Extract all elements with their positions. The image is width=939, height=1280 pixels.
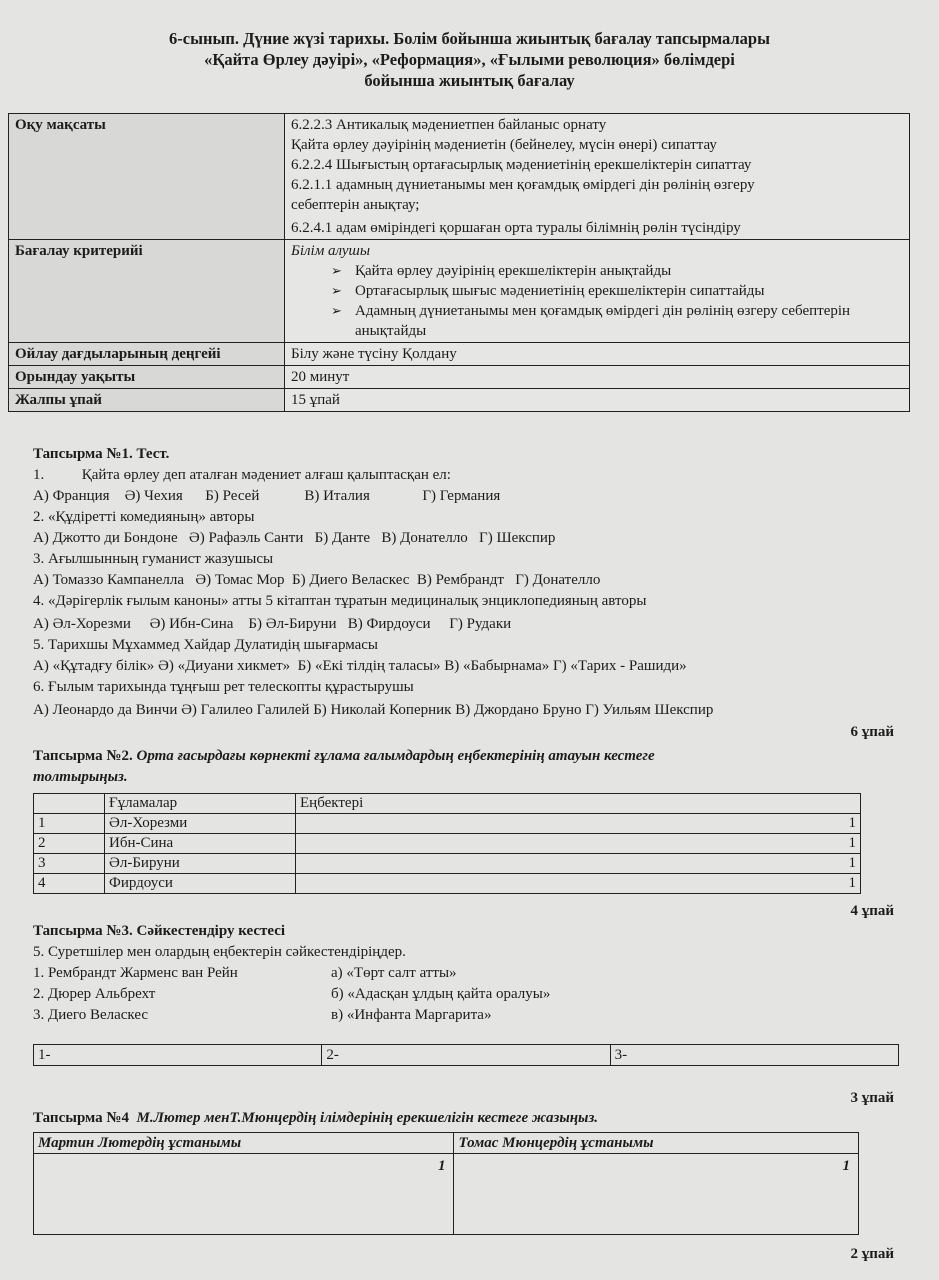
work-item: б) «Адасқан ұлдың қайта оралуы» <box>331 986 551 1002</box>
answer-options: А) Леонардо да Винчи Ә) Галилео Галилей Б) Николай Коперник В) Джордано Бруно Г) Уильям Шекспир <box>33 702 714 718</box>
table-row: 1 Әл-Хорезми 1 <box>34 814 861 834</box>
time-value: 20 минут <box>285 366 910 389</box>
work-item: в) «Инфанта Маргарита» <box>331 1007 492 1023</box>
matching-columns <box>33 963 733 1026</box>
task2-heading: Тапсырма №2. <box>33 748 133 764</box>
thinking-row <box>9 343 910 366</box>
work-item: а) «Төрт салт атты» <box>331 965 457 981</box>
total-value: 15 ұпай <box>285 389 910 412</box>
total-row <box>9 389 910 412</box>
thinking-label: Ойлау дағдыларының деңгейі <box>9 343 285 366</box>
goal-line: 6.2.1.1 адамның дүниетанымы мен қоғамдық өмірдегі дін рөлінің өзгеру <box>291 177 755 193</box>
col-header-muntzer: Томас Мюнцердің ұстанымы <box>454 1133 859 1154</box>
artist-item: 2. Дюрер Альбрехт <box>33 986 156 1002</box>
goal-line: 6.2.2.3 Антикалық мәдениетпен байланыс орнату <box>291 117 607 133</box>
task4-instruction: М.Лютер менТ.Мюнцердің ілімдерінің ерекшелігін кестеге жазыңыз. <box>136 1110 599 1126</box>
criteria-row <box>9 240 910 343</box>
answer-cell-3[interactable]: 3- <box>610 1045 898 1066</box>
matching-answer-table <box>33 1044 899 1066</box>
task2-instruction-cont: толтырыңыз. <box>33 769 128 785</box>
task1-section <box>33 444 713 721</box>
goal-line: 6.2.2.4 Шығыстың ортағасырлық мәдениетінің ерекшеліктерін сипаттау <box>291 157 752 173</box>
artist-item: 3. Диего Веласкес <box>33 1007 149 1023</box>
table-row <box>34 1154 859 1235</box>
goal-line: себептерін анықтау; <box>291 197 420 213</box>
criteria-label: Бағалау критерийі <box>9 240 285 343</box>
goals-value <box>285 114 910 240</box>
reformers-table <box>33 1132 859 1235</box>
question-line: 2. «Құдіретті комедияның» авторы <box>33 509 255 525</box>
question-line: 3. Ағылшынның гуманист жазушысы <box>33 551 274 567</box>
col-header-scholars: Ғұламалар <box>105 794 296 814</box>
title-line-2: «Қайта Өрлеу дәуірі», «Реформация», «Ғылыми революция» бөлімдері <box>204 50 735 69</box>
goal-line: 6.2.4.1 адам өміріндегі қоршаған орта туралы білімнің рөлін түсіндіру <box>291 220 741 236</box>
time-label: Орындау уақыты <box>9 366 285 389</box>
criteria-item: ➢ Ортағасырлық шығыс мәдениетінің ерекшеліктерін сипаттайды <box>331 283 765 299</box>
task1-points: 6 ұпай <box>850 724 894 740</box>
muntzer-answer-cell[interactable]: 1 <box>454 1154 859 1235</box>
criteria-list <box>291 261 903 341</box>
criteria-item: ➢ Адамның дүниетанымы мен қоғамдық өмірдегі дін рөлінің өзгеру себептерін анықтайды <box>331 303 851 339</box>
scholars-table <box>33 793 861 894</box>
goals-label: Оқу мақсаты <box>9 114 285 240</box>
works-answer-cell[interactable]: 1 <box>296 834 861 854</box>
artist-item: 1. Рембрандт Жарменс ван Рейн <box>33 965 238 981</box>
title-line-3: бойынша жиынтық бағалау <box>364 71 575 90</box>
answer-cell-1[interactable]: 1- <box>34 1045 322 1066</box>
works-list <box>331 963 550 1026</box>
task4-heading: Тапсырма №4 <box>33 1110 129 1126</box>
answer-options: А) Томаззо Кампанелла Ә) Томас Мор Б) Диего Веласкес В) Рембрандт Г) Донателло <box>33 572 601 588</box>
col-header-luther: Мартин Лютердің ұстанымы <box>34 1133 454 1154</box>
table-row: 2 Ибн-Сина 1 <box>34 834 861 854</box>
time-row <box>9 366 910 389</box>
artists-list <box>33 963 238 1026</box>
answer-options: А) Франция Ә) Чехия Б) Ресей В) Италия Г) Германия <box>33 488 501 504</box>
arrow-bullet-icon: ➢ <box>331 263 342 278</box>
question-line: 4. «Дәрігерлік ғылым каноны» атты 5 кітаптан тұратын медициналық энциклопедияның авторы <box>33 593 647 609</box>
thinking-value: Білу және түсіну Қолдану <box>285 343 910 366</box>
works-answer-cell[interactable]: 1 <box>296 854 861 874</box>
criteria-head: Білім алушы <box>291 243 371 259</box>
works-answer-cell[interactable]: 1 <box>296 814 861 834</box>
arrow-bullet-icon: ➢ <box>331 303 342 318</box>
task2-instruction: Орта ғасырдағы көрнекті ғұлама ғалымдардың еңбектерінің атауын кестеге <box>136 748 655 764</box>
task2-section <box>33 746 655 788</box>
task3-section <box>33 921 733 1026</box>
question-line: 1. Қайта өрлеу деп аталған мәдениет алғаш қалыптасқан ел: <box>33 467 451 483</box>
answer-options: А) Джотто ди Бондоне Ә) Рафаэль Санти Б) Данте В) Донателло Г) Шекспир <box>33 530 556 546</box>
task3-instruction: 5. Суретшілер мен олардың еңбектерін сәйкестендіріңдер. <box>33 944 406 960</box>
total-label: Жалпы ұпай <box>9 389 285 412</box>
task4-points: 2 ұпай <box>850 1246 894 1262</box>
table-row: 4 Фирдоуси 1 <box>34 874 861 894</box>
answer-options: А) «Құтадғу білік» Ә) «Диуани хикмет» Б) «Екі тілдің таласы» В) «Бабырнама» Г) «Тарих - Рашиди» <box>33 658 687 674</box>
task3-heading: Тапсырма №3. Сәйкестендіру кестесі <box>33 923 286 939</box>
assessment-info-table <box>8 113 910 412</box>
title-line-1: 6-сынып. Дүние жүзі тарихы. Болім бойынша жиынтық бағалау тапсырмалары <box>169 29 770 48</box>
answer-options: А) Әл-Хорезми Ә) Ибн-Сина Б) Әл-Бируни В) Фирдоуси Г) Рудаки <box>33 616 512 632</box>
question-line: 5. Тарихшы Мұхаммед Хайдар Дулатидің шығармасы <box>33 637 379 653</box>
table-header-row <box>34 794 861 814</box>
col-header-works: Еңбектері <box>296 794 861 814</box>
task2-points: 4 ұпай <box>850 903 894 919</box>
table-header-row <box>34 1133 859 1154</box>
criteria-value <box>285 240 910 343</box>
question-line: 6. Ғылым тарихында тұңғыш рет телескопты құрастырушы <box>33 679 414 695</box>
goal-line: Қайта өрлеу дәуірінің мәдениетін (бейнелеу, мүсін өнері) сипаттау <box>291 137 717 153</box>
task3-points: 3 ұпай <box>850 1090 894 1106</box>
luther-answer-cell[interactable]: 1 <box>34 1154 454 1235</box>
task4-section <box>33 1108 598 1129</box>
criteria-item: ➢ Қайта өрлеу дәуірінің ерекшеліктерін анықтайды <box>331 263 672 279</box>
document-title <box>0 28 939 91</box>
arrow-bullet-icon: ➢ <box>331 283 342 298</box>
goals-row <box>9 114 910 240</box>
works-answer-cell[interactable]: 1 <box>296 874 861 894</box>
table-row: 3 Әл-Бируни 1 <box>34 854 861 874</box>
answer-cell-2[interactable]: 2- <box>322 1045 610 1066</box>
task1-heading: Тапсырма №1. Тест. <box>33 446 170 462</box>
